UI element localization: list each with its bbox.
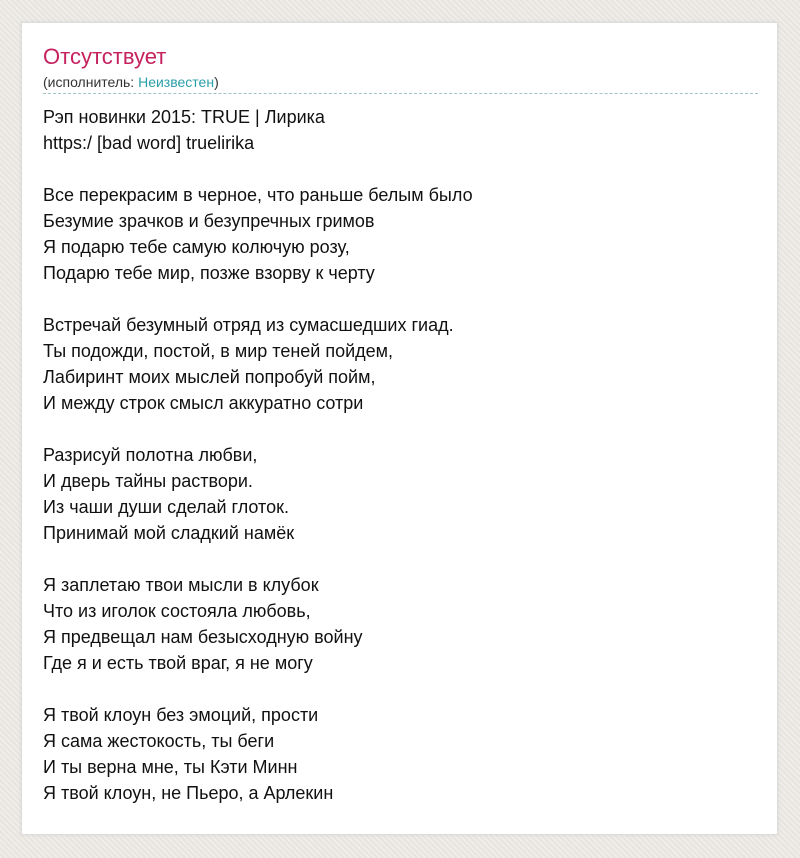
lyric-line: Где я и есть твой враг, я не могу bbox=[43, 653, 313, 673]
lyric-line: Подарю тебе мир, позже взорву к черту bbox=[43, 263, 375, 283]
lyric-line: Я сама жестокость, ты беги bbox=[43, 731, 275, 751]
lyric-line: Ты подожди, постой, в мир теней пойдем, bbox=[43, 341, 394, 361]
lyric-line: Все перекрасим в черное, что раньше белым было bbox=[43, 185, 473, 205]
title-divider bbox=[43, 93, 758, 94]
lyric-line: Из чаши души сделай глоток. bbox=[43, 497, 289, 517]
lyric-line: Что из иголок состояла любовь, bbox=[43, 601, 311, 621]
lyric-line: Я твой клоун, не Пьеро, а Арлекин bbox=[43, 783, 334, 803]
artist-prefix: (исполнитель: bbox=[43, 74, 139, 90]
lyric-line: И между строк смысл аккуратно сотри bbox=[43, 393, 364, 413]
lyric-line: Рэп новинки 2015: TRUE | Лирика bbox=[43, 107, 325, 127]
artist-link[interactable]: Неизвестен bbox=[138, 74, 215, 90]
stanza-break bbox=[43, 676, 473, 702]
lyric-line: И ты верна мне, ты Кэти Минн bbox=[43, 757, 298, 777]
stanza-break bbox=[43, 286, 473, 312]
song-title: Отсутствует bbox=[43, 44, 167, 69]
stanza-break bbox=[43, 416, 473, 442]
lyric-line: Принимай мой сладкий намёк bbox=[43, 523, 295, 543]
artist-line bbox=[43, 73, 219, 91]
stanza-break bbox=[43, 546, 473, 572]
lyric-line: Встречай безумный отряд из сумасшедших гиад. bbox=[43, 315, 454, 335]
lyric-line: Я предвещал нам безысходную войну bbox=[43, 627, 363, 647]
lyric-line: Лабиринт моих мыслей попробуй пойм, bbox=[43, 367, 376, 387]
stanza-break bbox=[43, 156, 473, 182]
lyric-line: https:/ [bad word] truelirika bbox=[43, 133, 255, 153]
lyric-line: Я подарю тебе самую колючую розу, bbox=[43, 237, 350, 257]
artist-suffix: ) bbox=[214, 74, 219, 90]
lyrics-card bbox=[21, 22, 778, 835]
lyrics-text bbox=[43, 104, 473, 806]
lyric-line: Безумие зрачков и безупречных гримов bbox=[43, 211, 375, 231]
lyric-line: Я заплетаю твои мысли в клубок bbox=[43, 575, 319, 595]
lyric-line: И дверь тайны раствори. bbox=[43, 471, 253, 491]
lyric-line: Разрисуй полотна любви, bbox=[43, 445, 258, 465]
lyric-line: Я твой клоун без эмоций, прости bbox=[43, 705, 319, 725]
